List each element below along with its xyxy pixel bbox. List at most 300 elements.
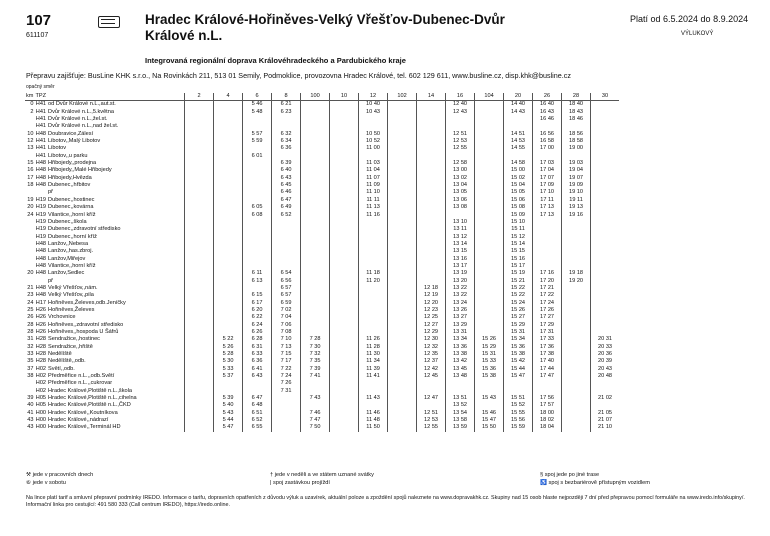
time-cell: 17 11 — [533, 197, 562, 204]
time-cell: 6 40 — [272, 167, 301, 174]
tpz-cell: H00 — [35, 424, 47, 431]
time-cell — [475, 160, 504, 167]
time-cell: 13 08 — [446, 204, 475, 211]
time-cell — [272, 410, 301, 417]
time-cell — [475, 241, 504, 248]
time-cell: 13 29 — [446, 322, 475, 329]
tpz-cell: H17 — [35, 299, 47, 306]
time-cell: 15 24 — [504, 300, 533, 307]
km-cell: 10 — [27, 130, 34, 137]
time-cell — [272, 395, 301, 402]
km-cell: 0 — [30, 101, 34, 108]
time-cell — [301, 402, 330, 409]
time-cell: 20 39 — [591, 358, 620, 365]
station-name: od Dvůr Králové n.L.,aut.st. — [48, 101, 116, 108]
time-cell — [388, 197, 417, 204]
time-cell — [388, 248, 417, 255]
km-cell: 20 — [27, 204, 34, 211]
time-cell: 5 39 — [214, 395, 243, 402]
time-cell — [562, 344, 591, 351]
time-cell: 18 56 — [562, 131, 591, 138]
km-cell: 39 — [27, 395, 34, 402]
time-cell: 17 21 — [533, 285, 562, 292]
time-cell: 11 39 — [359, 366, 388, 373]
time-cell: 13 11 — [446, 226, 475, 233]
time-cell — [388, 285, 417, 292]
time-cell — [475, 300, 504, 307]
time-cell — [446, 388, 475, 395]
tpz-cell: H26 — [35, 314, 47, 321]
time-cell — [185, 417, 214, 424]
time-cell: 18 40 — [562, 101, 591, 109]
time-cell: 6 26 — [243, 329, 272, 336]
time-cell — [243, 388, 272, 395]
time-cell — [185, 329, 214, 336]
time-cell: 13 24 — [446, 300, 475, 307]
time-cell: 15 14 — [504, 241, 533, 248]
time-cell — [417, 123, 446, 130]
trip-header: 10 — [330, 93, 359, 101]
time-cell: 12 53 — [446, 138, 475, 145]
time-cell — [185, 358, 214, 365]
line-number: 107 — [26, 12, 52, 29]
time-cell — [533, 380, 562, 387]
time-cell: 17 31 — [533, 329, 562, 336]
time-cell: 13 54 — [446, 410, 475, 417]
time-cell: 5 47 — [214, 424, 243, 431]
timetable-row — [25, 160, 619, 167]
time-cell — [417, 204, 446, 211]
time-cell — [214, 167, 243, 174]
time-cell: 6 15 — [243, 292, 272, 299]
time-cell — [330, 351, 359, 358]
time-cell — [330, 410, 359, 417]
time-cell — [359, 292, 388, 299]
time-cell — [533, 226, 562, 233]
tpz-cell: H02 — [35, 365, 47, 372]
station-name: Lanžov,,has.zbroj. — [48, 248, 94, 255]
time-cell: 5 26 — [214, 344, 243, 351]
time-cell — [388, 358, 417, 365]
km-cell: 38 — [27, 373, 34, 380]
time-cell — [388, 292, 417, 299]
time-cell: 15 08 — [504, 204, 533, 211]
time-cell — [330, 212, 359, 219]
tpz-cell: H28 — [35, 351, 47, 358]
time-cell: 17 16 — [533, 270, 562, 277]
time-cell: 15 05 — [504, 189, 533, 196]
time-cell — [562, 219, 591, 226]
tpz-cell: H19 — [35, 211, 47, 218]
time-cell — [272, 263, 301, 270]
time-cell — [214, 300, 243, 307]
time-cell — [214, 278, 243, 285]
station-name: Hřibojedy,,prodejna — [48, 160, 97, 167]
time-cell — [475, 285, 504, 292]
station-name: Hřibojedy,Hvězda — [48, 174, 92, 181]
km-cell: 32 — [27, 343, 34, 350]
time-cell: 6 46 — [272, 189, 301, 196]
time-cell: 21 02 — [591, 395, 620, 402]
time-cell — [475, 402, 504, 409]
time-cell — [562, 256, 591, 263]
time-cell — [301, 189, 330, 196]
time-cell — [417, 212, 446, 219]
tpz-cell: H41 — [35, 123, 47, 130]
time-cell: 7 02 — [272, 307, 301, 314]
tpz-cell: H48 — [35, 248, 47, 255]
time-cell — [301, 314, 330, 321]
time-cell: 15 59 — [504, 424, 533, 431]
time-cell: 15 10 — [504, 219, 533, 226]
km-cell: 37 — [27, 365, 34, 372]
time-cell: 11 00 — [359, 145, 388, 152]
time-cell: 6 28 — [243, 336, 272, 343]
time-cell — [417, 219, 446, 226]
station-name: Lanžov,Sedlec — [48, 270, 85, 277]
time-cell: 6 43 — [243, 373, 272, 380]
time-cell: 13 31 — [446, 329, 475, 336]
time-cell — [330, 234, 359, 241]
station-name: Libotov — [48, 145, 67, 152]
station-name: Libotov,,Malý Libotov — [48, 138, 101, 145]
time-cell — [185, 175, 214, 182]
time-cell — [475, 248, 504, 255]
time-cell — [185, 388, 214, 395]
timetable-row — [25, 234, 619, 241]
time-cell: 13 19 — [446, 270, 475, 277]
time-cell — [475, 329, 504, 336]
trip-header: 6 — [243, 93, 272, 101]
time-cell — [330, 344, 359, 351]
time-cell — [591, 314, 620, 321]
validity-type: VÝLUKOVÝ — [681, 31, 714, 37]
time-cell — [388, 329, 417, 336]
timetable-row — [25, 285, 619, 292]
time-cell — [562, 322, 591, 329]
time-cell: 7 08 — [272, 329, 301, 336]
time-cell — [330, 160, 359, 167]
timetable-row — [25, 322, 619, 329]
time-cell: 11 20 — [359, 278, 388, 285]
time-cell: 6 01 — [243, 153, 272, 160]
tpz-cell: H28 — [35, 343, 47, 350]
time-cell — [475, 197, 504, 204]
timetable-row — [25, 226, 619, 233]
time-cell — [446, 153, 475, 160]
time-cell — [243, 145, 272, 152]
tpz-cell: H19 — [35, 218, 47, 225]
time-cell — [330, 153, 359, 160]
time-cell: 13 59 — [446, 424, 475, 431]
time-cell — [359, 219, 388, 226]
time-cell — [185, 424, 214, 431]
time-cell — [185, 241, 214, 248]
time-cell: 5 44 — [214, 417, 243, 424]
km-cell — [25, 189, 34, 196]
trip-header: 26 — [533, 93, 562, 101]
time-cell — [533, 263, 562, 270]
time-cell: 15 27 — [504, 314, 533, 321]
trip-header: 16 — [446, 93, 475, 101]
km-header: km — [26, 93, 34, 99]
time-cell: 17 03 — [533, 160, 562, 167]
tpz-cell: H19 — [35, 226, 47, 233]
station-name: Dubenec,,škola — [48, 218, 87, 225]
time-cell: 13 10 — [446, 219, 475, 226]
km-cell — [25, 234, 34, 241]
trip-header: 12 — [359, 93, 388, 101]
time-cell — [591, 241, 620, 248]
km-cell — [25, 248, 34, 255]
time-cell — [533, 153, 562, 160]
time-cell — [475, 204, 504, 211]
time-cell — [185, 314, 214, 321]
station-name: Hradec Králové,Plotiště n.L.,ČKD — [48, 402, 131, 409]
time-cell — [562, 410, 591, 417]
validity: Platí od 6.5.2024 do 8.9.2024 — [630, 14, 749, 24]
station-name: Hořiněves,Želeves,odb.Jeníčky — [48, 299, 126, 306]
time-cell: 6 55 — [243, 424, 272, 431]
time-cell — [214, 197, 243, 204]
time-cell — [533, 234, 562, 241]
time-cell — [185, 263, 214, 270]
station-name: Hradec Králové,,Koutníkova — [48, 409, 118, 416]
station-name: Libotov,,u parku — [48, 152, 88, 159]
time-cell — [591, 204, 620, 211]
time-cell — [475, 380, 504, 387]
tpz-cell: H41 — [35, 138, 47, 145]
tpz-cell: H48 — [35, 270, 47, 277]
time-cell — [417, 167, 446, 174]
time-cell: 11 04 — [359, 167, 388, 174]
time-cell: 16 56 — [533, 131, 562, 138]
time-cell: 16 40 — [533, 101, 562, 109]
time-cell: 15 31 — [504, 329, 533, 336]
time-cell — [417, 226, 446, 233]
time-cell — [243, 226, 272, 233]
km-cell: 19 — [27, 196, 34, 203]
time-cell — [475, 153, 504, 160]
time-cell — [475, 116, 504, 123]
time-cell: 11 30 — [359, 351, 388, 358]
time-cell: 19 16 — [562, 212, 591, 219]
bus-icon — [98, 16, 120, 28]
km-cell: 18 — [27, 182, 34, 189]
time-cell: 13 58 — [446, 417, 475, 424]
time-cell — [562, 358, 591, 365]
time-cell — [533, 388, 562, 395]
time-cell — [388, 402, 417, 409]
time-cell — [301, 300, 330, 307]
time-cell: 7 31 — [272, 388, 301, 395]
time-cell — [301, 101, 330, 109]
time-cell — [533, 248, 562, 255]
time-cell — [301, 167, 330, 174]
time-cell — [185, 226, 214, 233]
km-cell: 26 — [27, 314, 34, 321]
km-cell: 28 — [27, 321, 34, 328]
time-cell: 12 30 — [417, 336, 446, 343]
time-cell — [359, 234, 388, 241]
time-cell — [388, 212, 417, 219]
km-cell: 28 — [27, 329, 34, 335]
time-cell — [301, 175, 330, 182]
time-cell — [330, 322, 359, 329]
time-cell: 13 34 — [446, 336, 475, 343]
time-cell: 15 56 — [504, 417, 533, 424]
time-cell — [301, 388, 330, 395]
time-cell — [475, 307, 504, 314]
time-cell: 20 31 — [591, 336, 620, 343]
time-cell: 10 52 — [359, 138, 388, 145]
time-cell — [417, 138, 446, 145]
time-cell: 16 58 — [533, 138, 562, 145]
km-cell: 40 — [27, 402, 34, 409]
time-cell: 15 26 — [475, 336, 504, 343]
time-cell — [562, 292, 591, 299]
station-header — [47, 93, 185, 101]
km-cell: 31 — [27, 336, 34, 343]
time-cell — [243, 182, 272, 189]
time-cell — [591, 292, 620, 299]
time-cell: 6 11 — [243, 270, 272, 277]
time-cell — [330, 197, 359, 204]
km-cell: 43 — [27, 424, 34, 431]
time-cell: 10 50 — [359, 131, 388, 138]
time-cell — [388, 109, 417, 116]
km-cell — [25, 263, 34, 270]
legend-skip: | spoj zastávkou projíždí — [270, 480, 330, 486]
time-cell — [301, 145, 330, 152]
timetable-row — [25, 366, 619, 373]
time-cell — [272, 116, 301, 123]
time-cell — [475, 123, 504, 130]
timetable-row — [25, 336, 619, 343]
time-cell — [330, 145, 359, 152]
time-cell — [591, 182, 620, 189]
time-cell — [301, 226, 330, 233]
station-name: Nedělíště — [48, 351, 72, 358]
time-cell — [185, 145, 214, 152]
time-cell — [301, 292, 330, 299]
time-cell — [301, 219, 330, 226]
time-cell — [388, 167, 417, 174]
tpz-cell: H05 — [35, 395, 47, 402]
time-cell: 15 31 — [475, 351, 504, 358]
time-cell — [475, 219, 504, 226]
time-cell — [330, 373, 359, 380]
time-cell — [243, 285, 272, 292]
time-cell: 6 54 — [272, 270, 301, 277]
station-name: Nedělíště,,odb. — [48, 358, 86, 365]
time-cell — [388, 182, 417, 189]
time-cell — [388, 270, 417, 277]
time-cell — [272, 219, 301, 226]
time-cell — [330, 263, 359, 270]
time-cell — [562, 329, 591, 336]
time-cell: 11 50 — [359, 424, 388, 431]
time-cell — [301, 241, 330, 248]
station-name: př — [48, 189, 54, 196]
time-cell: 12 53 — [417, 417, 446, 424]
time-cell: 7 04 — [272, 314, 301, 321]
time-cell — [475, 292, 504, 299]
time-cell: 17 22 — [533, 292, 562, 299]
time-cell: 20 43 — [591, 366, 620, 373]
time-cell — [591, 131, 620, 138]
time-cell — [330, 314, 359, 321]
time-cell — [417, 109, 446, 116]
station-name: Vilantice,,horní kříž — [48, 211, 96, 218]
time-cell — [214, 241, 243, 248]
time-cell: 11 43 — [359, 395, 388, 402]
time-cell: 12 47 — [417, 395, 446, 402]
time-cell — [475, 278, 504, 285]
time-cell — [185, 160, 214, 167]
time-cell — [214, 145, 243, 152]
time-cell: 7 24 — [272, 373, 301, 380]
station-name: Předměřice n.L.,,cukrovar — [48, 380, 113, 387]
time-cell: 15 44 — [504, 366, 533, 373]
time-cell: 17 33 — [533, 336, 562, 343]
timetable-row — [25, 388, 619, 395]
time-cell — [417, 153, 446, 160]
timetable-row — [25, 344, 619, 351]
time-cell: 6 57 — [272, 292, 301, 299]
time-cell: 6 47 — [243, 395, 272, 402]
time-cell — [417, 182, 446, 189]
time-cell — [533, 219, 562, 226]
time-cell — [446, 116, 475, 123]
time-cell — [272, 241, 301, 248]
time-cell — [243, 248, 272, 255]
km-cell: 35 — [27, 358, 34, 365]
time-cell: 6 17 — [243, 300, 272, 307]
km-cell: 25 — [27, 306, 34, 313]
time-cell: 21 10 — [591, 424, 620, 431]
time-cell: 15 29 — [504, 322, 533, 329]
time-cell — [301, 212, 330, 219]
trip-header: 2 — [185, 93, 214, 101]
timetable-row — [25, 373, 619, 380]
time-cell: 15 43 — [475, 395, 504, 402]
time-cell: 14 40 — [504, 101, 533, 109]
time-cell: 15 33 — [475, 358, 504, 365]
time-cell — [214, 182, 243, 189]
time-cell: 15 42 — [504, 358, 533, 365]
time-cell — [243, 116, 272, 123]
timetable-row — [25, 263, 619, 270]
time-cell — [388, 373, 417, 380]
time-cell — [185, 189, 214, 196]
time-cell: 11 26 — [359, 336, 388, 343]
time-cell: 13 04 — [446, 182, 475, 189]
timetable-row — [25, 123, 619, 130]
time-cell — [214, 212, 243, 219]
time-cell — [591, 175, 620, 182]
time-cell — [272, 417, 301, 424]
time-cell: 5 30 — [214, 358, 243, 365]
station-name: Dvůr Králové n.L.,5.května — [48, 108, 114, 115]
time-cell — [359, 263, 388, 270]
time-cell — [475, 109, 504, 116]
time-cell — [185, 373, 214, 380]
time-cell: 5 43 — [214, 410, 243, 417]
tpz-cell: H02 — [35, 373, 47, 380]
time-cell — [330, 138, 359, 145]
time-cell: 12 45 — [417, 373, 446, 380]
